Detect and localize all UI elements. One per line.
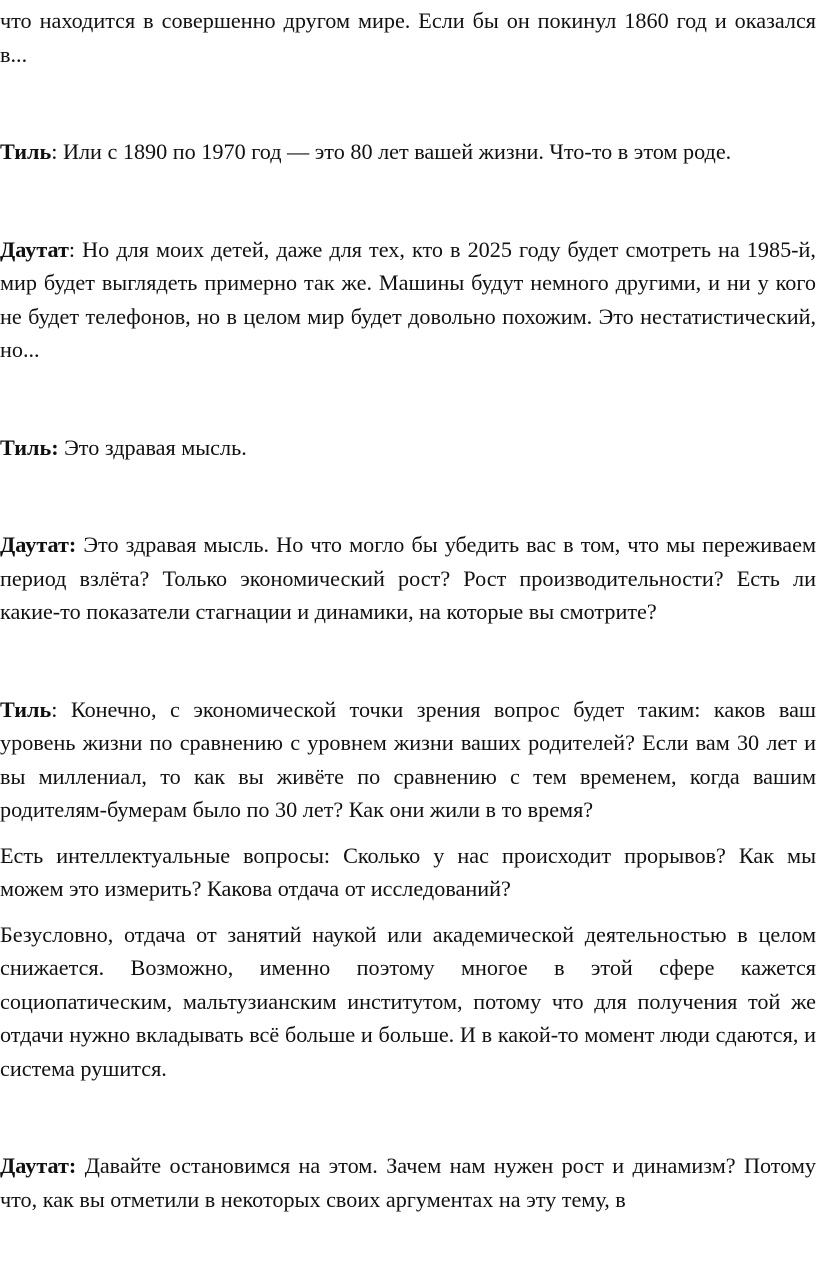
document-page: [0, 4, 816, 1216]
paragraph-text: что находится в совершенно другом мире. Если бы он покинул 1860 год и оказался в...: [0, 8, 816, 67]
paragraph-text: Это здравая мысль. Но что могло бы убедить вас в том, что мы переживаем период взлёта? Только экономический рост? Рост производительности? Есть ли какие-то показатели стагнации и динамики, на которые вы смотрите?: [0, 532, 816, 624]
speaker-name: Тиль:: [0, 434, 59, 460]
paragraph-text: Но для моих детей, даже для тех, кто в 2025 году будет смотреть на 1985-й, мир будет выглядеть примерно так же. Машины будут немного другими, и ни у кого не будет телефонов, но в целом мир будет довольно похожим. Это нестатистический, но...: [0, 236, 816, 362]
paragraph-thiel-2: [0, 431, 816, 465]
speaker-separator: :: [68, 236, 83, 262]
speaker-name: Даутат: [0, 236, 69, 262]
paragraph-continuation: [0, 4, 816, 71]
paragraph-text: Или с 1890 по 1970 год — это 80 лет вашей жизни. Что-то в этом роде.: [62, 139, 732, 164]
paragraph-thiel-3-cont-2: [0, 918, 816, 1086]
speaker-separator: :: [51, 139, 63, 164]
paragraph-thiel-1: [0, 135, 816, 169]
paragraph-douthat-3: [0, 1149, 816, 1216]
paragraph-douthat-1: [0, 233, 816, 367]
paragraph-douthat-2: [0, 528, 816, 629]
paragraph-text: Давайте остановимся на этом. Зачем нам нужен рост и динамизм? Потому что, как вы отметили в некоторых своих аргументах на эту тему, в: [0, 1153, 816, 1212]
speaker-name: Тиль: [0, 139, 52, 164]
speaker-name: Даутат:: [0, 1153, 77, 1178]
paragraph-text: Конечно, с экономической точки зрения вопрос будет таким: каков ваш уровень жизни по сравнению с уровнем жизни ваших родителей? Если вам 30 лет и вы миллениал, то как вы живёте по сравнению с тем временем, когда вашим родителям-бумерам было по 30 лет? Как они жили в то время?: [0, 696, 816, 822]
speaker-separator: [76, 1153, 84, 1178]
paragraph-text: Безусловно, отдача от занятий наукой или академической деятельностью в целом снижается. Возможно, именно поэтому многое в этой сфере кажется социопатическим, мальтузианским институтом, потому что для получения той же отдачи нужно вкладывать всё больше и больше. И в какой-то момент люди сдаются, и система рушится.: [0, 921, 816, 1081]
paragraph-text: Это здравая мысль.: [64, 434, 247, 460]
speaker-name: Тиль: [0, 696, 52, 722]
paragraph-text: Есть интеллектуальные вопросы: Сколько у нас происходит прорывов? Как мы можем это измерить? Какова отдача от исследований?: [0, 842, 816, 901]
paragraph-thiel-3-cont-1: [0, 839, 816, 906]
paragraph-thiel-3: [0, 693, 816, 827]
speaker-separator: :: [51, 696, 71, 722]
speaker-name: Даутат:: [0, 532, 77, 557]
